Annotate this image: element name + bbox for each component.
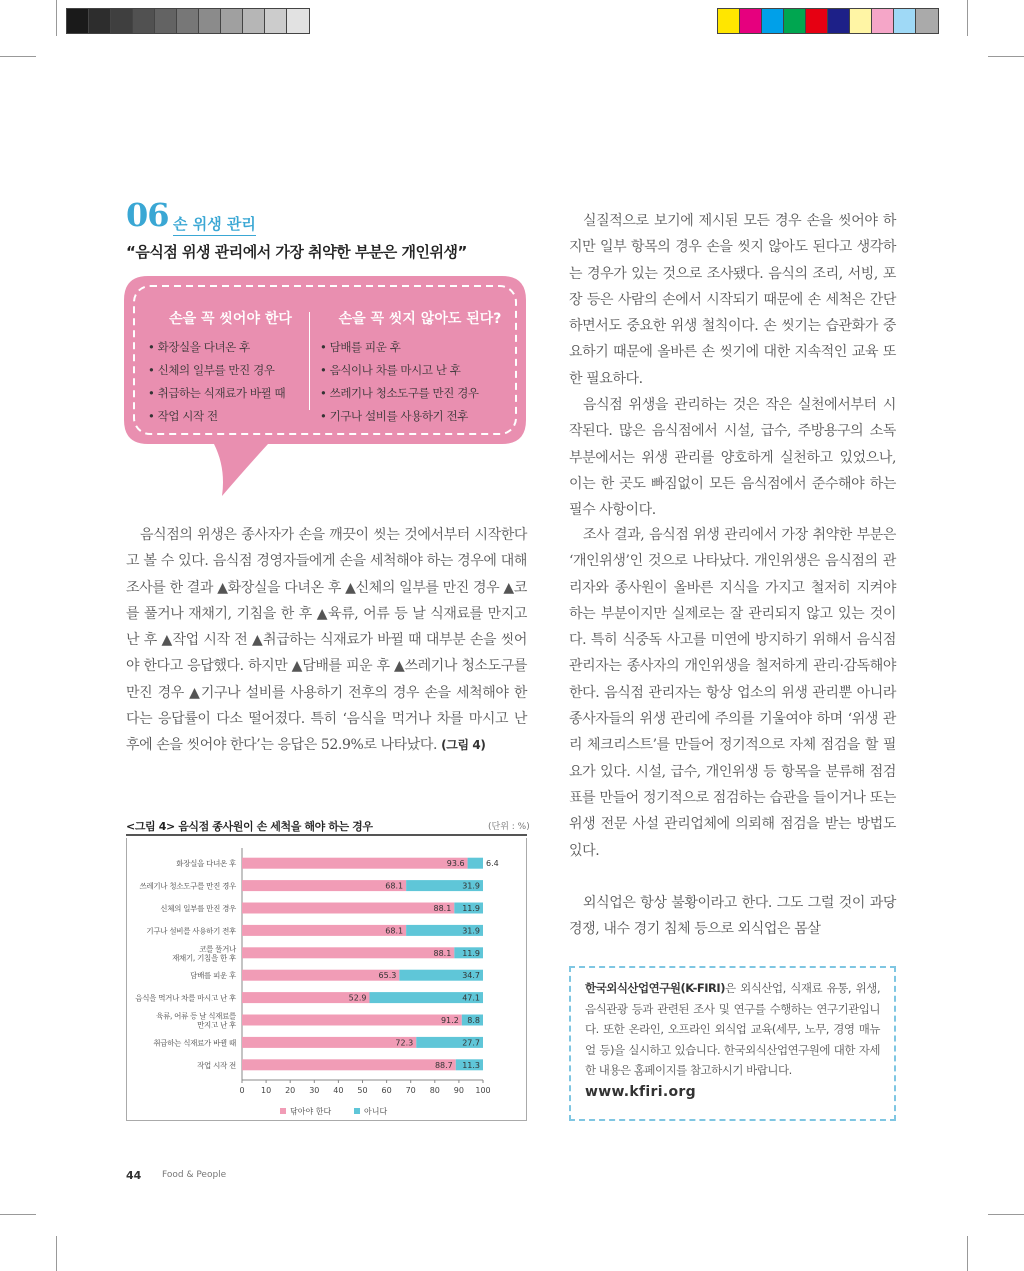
page-number: 44 (126, 1169, 142, 1182)
bar-no-value-label: 47.1 (462, 993, 480, 1003)
must-wash-heading: 손을 꼭 씻어야 한다 (169, 311, 292, 327)
chart-title: <그림 4> 음식점 종사원이 손 세척을 해야 하는 경우 (126, 820, 373, 833)
org-description: 은 외식산업, 식재료 유통, 위생, 음식관광 등과 관련된 조사 및 연구를 수행하는 연구기관입니다. 또한 온라인, 오프라인 외식업 교육(세무, 노무, 경영 매뉴얼 등)을 실시하고 있습니다. 한국외식산업연구원에 대한 자세한 내용은 홈페이지를 참고하시기 바랍니다. (585, 981, 880, 1077)
bar-no-value-label: 11.9 (462, 904, 480, 913)
category-label: 코를 풀거나 (199, 944, 236, 954)
bar-no-value-label: 11.9 (462, 948, 480, 958)
bar-yes-value-label: 72.3 (395, 1038, 414, 1048)
category-label: 담배를 피운 후 (190, 971, 236, 981)
column-divider (309, 312, 310, 410)
bar-yes-value-label: 52.9 (348, 993, 367, 1003)
crop-mark (967, 0, 968, 36)
category-label: 쓰레기나 청소도구를 만진 경우 (139, 881, 236, 891)
right-body-paragraph-2: 음식점 위생을 관리하는 것은 작은 실천에서부터 시작된다. 많은 음식점에서 시설, 급수, 주방용구의 소독 부분에서는 위생 관리를 양호하게 실천하고 있었으나, 이는 한 곳도 빠짐없이 모든 음식점에서 준수해야 하는 필수 사항이다. (569, 397, 896, 519)
right-body-paragraph-1: 실질적으로 보기에 제시된 모든 경우 손을 씻어야 하지만 일부 항목의 경우 손을 씻지 않아도 된다고 생각하는 경우가 있는 것으로 조사됐다. 음식의 조리, 서빙, 포장 등은 사람의 손에서 시작되기 때문에 손 세척은 간단하면서도 중요한 위생 철칙이다. 손 씻기는 습관화가 중요하기 때문에 올바른 손 씻기에 대한 지속적인 교육 또한 필요하다. (569, 213, 896, 387)
x-tick-label: 100 (475, 1086, 491, 1095)
bar-yes (242, 1015, 462, 1026)
grayscale-color-bar (66, 8, 310, 34)
section-title: 손 위생 관리 (173, 213, 256, 236)
no-need-list (320, 336, 520, 428)
list-item: • 음식이나 차를 마시고 난 후 (320, 363, 461, 377)
x-tick-label: 70 (405, 1086, 416, 1095)
crop-mark (967, 1236, 968, 1271)
chart-unit: (단위 : %) (488, 822, 530, 832)
bar-no-value-label: 31.9 (462, 881, 480, 891)
category-label: 기구나 설비를 사용하기 전후 (146, 926, 236, 936)
bubble-content (148, 300, 518, 423)
crop-mark (0, 1214, 36, 1215)
right-body-paragraph-4: 외식업은 항상 불황이라고 한다. 그도 그럴 것이 과당 경쟁, 내수 경기 침체 등으로 외식업은 몸살 (569, 895, 896, 938)
no-need-heading: 손을 꼭 씻지 않아도 된다? (338, 311, 502, 327)
list-item: • 기구나 설비를 사용하기 전후 (320, 409, 468, 423)
category-label: 취급하는 식재료가 바뀔 때 (153, 1038, 236, 1048)
must-wash-list (148, 336, 313, 428)
category-label: 신체의 일부를 만진 경우 (160, 904, 236, 913)
bar-yes-value-label: 88.1 (433, 948, 452, 958)
bar-no-value-label: 27.7 (462, 1038, 480, 1048)
bar-yes-value-label: 68.1 (385, 926, 404, 936)
bar-no-value-label: 6.4 (486, 859, 499, 869)
bar-yes (242, 858, 468, 869)
cmyk-color-bar (717, 8, 939, 34)
org-name: 한국외식산업연구원(K-FIRI) (585, 981, 725, 995)
bar-yes (242, 947, 454, 958)
legend-swatch-no (354, 1108, 360, 1114)
category-label: 음식을 먹거나 차를 마시고 난 후 (135, 993, 236, 1003)
x-tick-label: 30 (309, 1086, 320, 1095)
bar-yes (242, 925, 406, 936)
bar-no-value-label: 11.3 (462, 1060, 480, 1070)
chart-title-rule (126, 834, 527, 836)
bar-no-value-label: 31.9 (462, 926, 480, 936)
section-quote: “음식점 위생 관리에서 가장 취약한 부분은 개인위생” (126, 243, 467, 261)
category-label: 화장실을 다녀온 후 (176, 859, 236, 869)
bar-yes (242, 880, 406, 891)
list-item: • 작업 시작 전 (148, 409, 218, 423)
legend-swatch-yes (280, 1108, 286, 1114)
info-box (569, 966, 896, 1121)
bar-no-value-label: 8.8 (467, 1016, 480, 1025)
list-item: • 화장실을 다녀온 후 (148, 340, 250, 354)
category-label: 재채기, 기침을 한 후 (172, 953, 236, 963)
bar-yes-value-label: 93.6 (446, 859, 465, 869)
category-label: 만지고 난 후 (197, 1020, 236, 1030)
list-item: • 신체의 일부를 만진 경우 (148, 363, 275, 377)
must-wash-column (148, 300, 313, 428)
bar-yes (242, 903, 454, 914)
x-tick-label: 10 (261, 1086, 272, 1095)
x-tick-label: 50 (357, 1086, 368, 1095)
bar-yes (242, 1059, 456, 1070)
crop-mark (56, 1236, 57, 1271)
bar-yes-value-label: 88.1 (433, 904, 452, 913)
stacked-bar-chart (126, 838, 527, 1121)
x-tick-label: 60 (381, 1086, 392, 1095)
info-text (585, 978, 880, 1081)
x-tick-label: 20 (285, 1086, 296, 1095)
list-item: • 취급하는 식재료가 바뀔 때 (148, 386, 286, 400)
right-body-paragraph-3: 조사 결과, 음식점 위생 관리에서 가장 취약한 부분은 ‘개인위생’인 것으로 나타났다. 개인위생은 음식점의 관리자와 종사원이 올바른 지식을 가지고 철저히 지켜야 하는 부분이지만 실제로는 잘 관리되지 않고 있는 것이다. 특히 식중독 사고를 미연에 방지하기 위해서 음식점 관리자는 종사자의 개인위생을 철저하게 관리·감독해야 한다. 음식점 관리자는 항상 업소의 위생 관리뿐 아니라 종사자들의 위생 관리에 주의를 기울여야 하며 ‘위생 관리 체크리스트’를 만들어 정기적으로 자체 점검을 할 필요가 있다. 시설, 급수, 개인위생 등 항목을 분류해 점검표를 만들어 정기적으로 점검하는 습관을 들이거나 또는 위생 전문 사설 관리업체에 의뢰해 점검을 받는 방법도 있다. (569, 527, 896, 859)
x-tick-label: 90 (453, 1086, 464, 1095)
bar-yes-value-label: 68.1 (385, 881, 404, 891)
left-body-text: 음식점의 위생은 종사자가 손을 깨끗이 씻는 것에서부터 시작한다고 볼 수 있다. 음식점 경영자들에게 손을 세척해야 하는 경우에 대해 조사를 한 결과 ▲화장실을 다녀온 후 ▲신체의 일부를 만진 경우 ▲코를 풀거나 재채기, 기침을 한 후 ▲육류, 어류 등 날 식재료를 만지고 난 후 ▲작업 시작 전 ▲취급하는 식재료가 바뀔 때 대부분 손을 씻어야 한다고 응답했다. 하지만 ▲담배를 피운 후 ▲쓰레기나 청소도구를 만진 경우 ▲기구나 설비를 사용하기 전후의 경우 손을 세척해야 한다는 응답률이 다소 떨어졌다. 특히 ‘음식을 먹거나 차를 마시고 난 후에 손을 씻어야 한다’는 응답은 52.9%로 나타났다. (126, 527, 527, 754)
bar-yes-value-label: 65.3 (378, 971, 397, 981)
bar-yes-value-label: 91.2 (440, 1016, 459, 1025)
list-item: • 쓰레기나 청소도구를 만진 경우 (320, 386, 479, 400)
crop-mark (988, 56, 1024, 57)
legend-label-yes: 닦아야 한다 (290, 1107, 332, 1116)
list-item: • 담배를 피운 후 (320, 340, 401, 354)
no-need-column (320, 300, 520, 428)
left-body-paragraph (126, 522, 527, 759)
bar-no (468, 858, 483, 869)
bar-yes (242, 1037, 416, 1048)
bar-yes-value-label: 88.7 (434, 1060, 453, 1070)
figure-reference: (그림 4) (441, 738, 486, 753)
section-number: 06 (126, 196, 169, 234)
category-label: 작업 시작 전 (197, 1060, 236, 1070)
x-tick-label: 0 (239, 1086, 245, 1095)
legend-label-no: 아니다 (364, 1107, 388, 1116)
magazine-name: Food & People (162, 1170, 227, 1180)
x-tick-label: 40 (333, 1086, 344, 1095)
bar-no-value-label: 34.7 (462, 971, 480, 981)
x-tick-label: 80 (429, 1086, 440, 1095)
website-link[interactable]: www.kfiri.org (585, 1083, 696, 1100)
bar-yes (242, 970, 399, 981)
crop-mark (56, 0, 57, 36)
crop-mark (0, 56, 36, 57)
category-label: 육류, 어류 등 날 식재료를 (156, 1011, 236, 1021)
crop-mark (988, 1214, 1024, 1215)
